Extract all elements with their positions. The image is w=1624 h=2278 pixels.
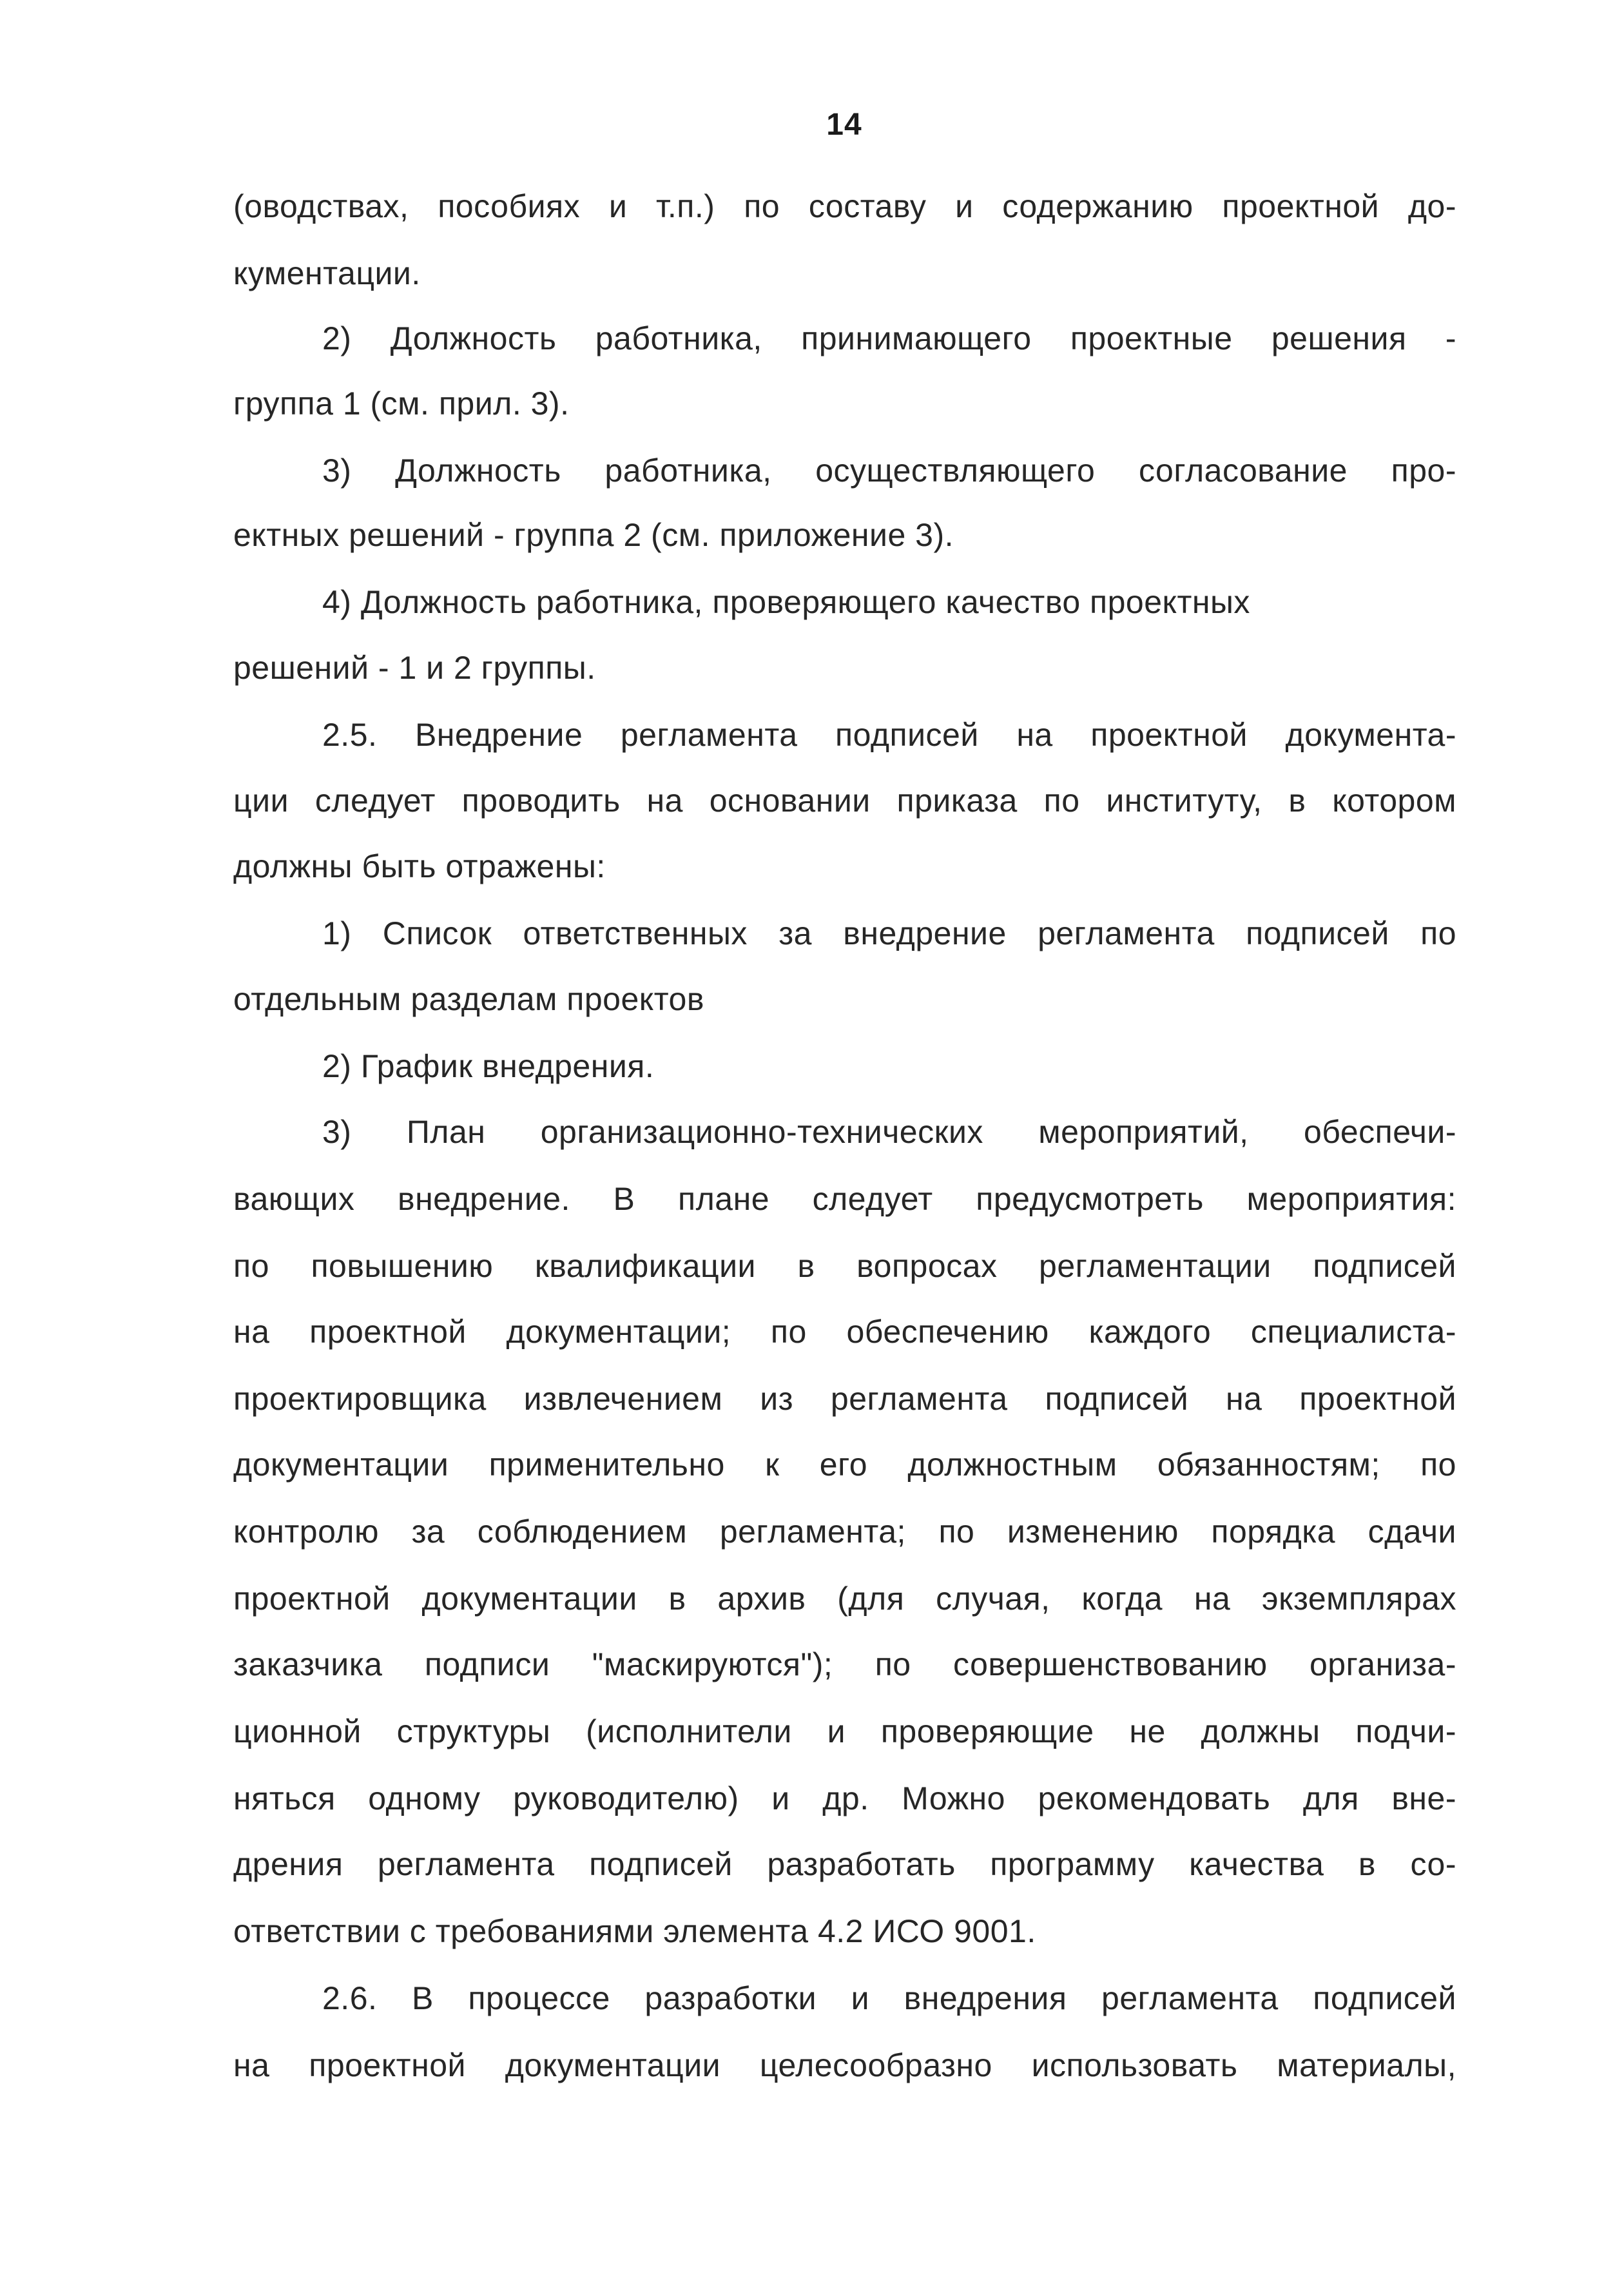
text-line: 2.6. В процессе разработки и внедрения регламента подписей [322,1980,1456,2016]
text-line: группа 1 (см. прил. 3). [233,385,570,422]
text-line: отдельным разделам проектов [233,981,704,1017]
text-line: 3) Должность работника, осуществляющего согласование про- [322,453,1456,489]
text-line: проектной документации в архив (для случая, когда на экземплярах [233,1581,1456,1617]
text-line: дрения регламента подписей разработать программу качества в со- [233,1846,1456,1882]
text-line: проектировщика извлечением из регламента подписей на проектной [233,1381,1456,1417]
text-line: 1) Список ответственных за внедрение регламента подписей по [322,915,1456,951]
text-line: должны быть отражены: [233,848,606,884]
text-line: ционной структуры (исполнители и проверяющие не должны подчи- [233,1713,1456,1749]
text-line: (оводствах, пособиях и т.п.) по составу и содержанию проектной до- [233,188,1456,224]
text-line: ектных решений - группа 2 (см. приложение 3). [233,517,954,553]
text-line: няться одному руководителю) и др. Можно рекомендовать для вне- [233,1780,1456,1816]
text-line: 2) График внедрения. [322,1048,655,1084]
text-line: кументации. [233,255,421,291]
page-number: 14 [826,108,862,142]
text-line: 3) План организационно-технических мероприятий, обеспечи- [322,1114,1456,1150]
text-line: решений - 1 и 2 группы. [233,650,596,686]
text-line: документации применительно к его должностным обязанностям; по [233,1446,1456,1483]
text-line: ции следует проводить на основании приказа по институту, в котором [233,783,1456,819]
text-line: по повышению квалификации в вопросах регламентации подписей [233,1248,1456,1284]
text-line: 2) Должность работника, принимающего проектные решения - [322,320,1456,356]
text-line: ответствии с требованиями элемента 4.2 ИСО 9001. [233,1913,1036,1949]
text-line: 2.5. Внедрение регламента подписей на проектной документа- [322,717,1456,753]
text-line: вающих внедрение. В плане следует предусмотреть мероприятия: [233,1181,1456,1217]
text-line: контролю за соблюдением регламента; по изменению порядка сдачи [233,1514,1456,1550]
text-line: на проектной документации целесообразно использовать материалы, [233,2047,1456,2083]
text-line: заказчика подписи "маскируются"); по совершенствованию организа- [233,1646,1456,1682]
text-line: 4) Должность работника, проверяющего качество проектных [322,584,1250,620]
text-line: на проектной документации; по обеспечению каждого специалиста- [233,1314,1456,1350]
